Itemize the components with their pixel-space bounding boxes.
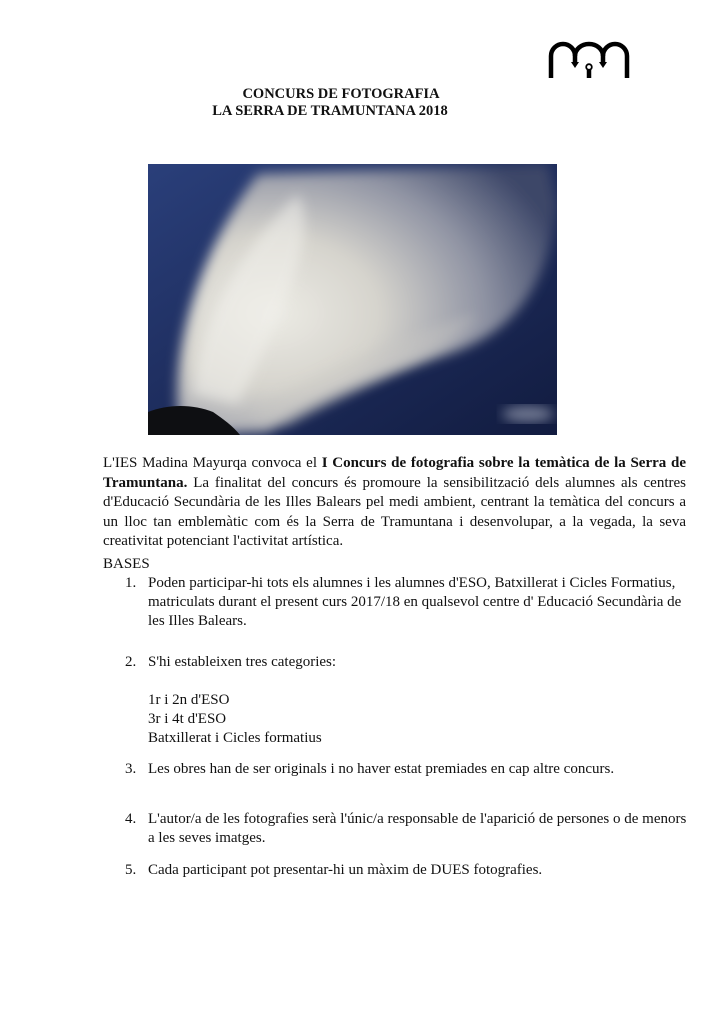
item-4-line-2: a les seves imatges. xyxy=(148,830,266,846)
intro-bold-text: I Concurs de fotografia sobre la temàtica de la Serra de Tramuntana. xyxy=(103,455,686,491)
item-number: 3. xyxy=(125,761,137,777)
item-2-text: S'hi estableixen tres categories: xyxy=(148,654,337,670)
arches-logo xyxy=(547,40,631,78)
category-1: 1r i 2n d'ESO xyxy=(148,692,230,708)
item-number: 4. xyxy=(125,811,137,827)
intro-paragraph xyxy=(103,454,686,552)
item-number: 5. xyxy=(125,862,137,878)
item-1-line-1: Poden participar-hi tots els alumnes i les alumnes d'ESO, Batxillerat i Cicles Formatius, xyxy=(148,575,676,591)
intro-text-end: La finalitat del concurs és promoure la sensibilització dels alumnes als centres d'Educació Secundària de les Illes Balears pel medi ambient, centrant la temàtica del concurs a un lloc tan emblemàtic com és la Serra de Tramuntana i desenvolupar, a la vegada, la seva creativitat potenciant l'activitat artística. xyxy=(103,474,686,550)
item-number: 2. xyxy=(125,654,137,670)
cloud-photo xyxy=(148,164,557,435)
category-2: 3r i 4t d'ESO xyxy=(148,711,227,727)
document-title xyxy=(190,86,470,120)
category-3: Batxillerat i Cicles formatius xyxy=(148,730,322,746)
item-number: 1. xyxy=(125,575,137,591)
item-3-text: Les obres han de ser originals i no haver estat premiades en cap altre concurs. xyxy=(148,761,615,777)
intro-text-start: L'IES Madina Mayurqa convoca el xyxy=(103,455,322,471)
title-line-2: LA SERRA DE TRAMUNTANA 2018 xyxy=(212,103,448,119)
item-4-line-1: L'autor/a de les fotografies serà l'únic/a responsable de l'aparició de persones o de menors xyxy=(148,811,687,827)
bases-heading: BASES xyxy=(103,556,150,572)
item-5-text: Cada participant pot presentar-hi un màxim de DUES fotografies. xyxy=(148,862,543,878)
item-1-line-3: les Illes Balears. xyxy=(148,613,247,629)
title-line-1: CONCURS DE FOTOGRAFIA xyxy=(242,86,440,102)
item-1-line-2: matriculats durant el present curs 2017/18 en qualsevol centre d' Educació Secundària de xyxy=(148,594,682,610)
